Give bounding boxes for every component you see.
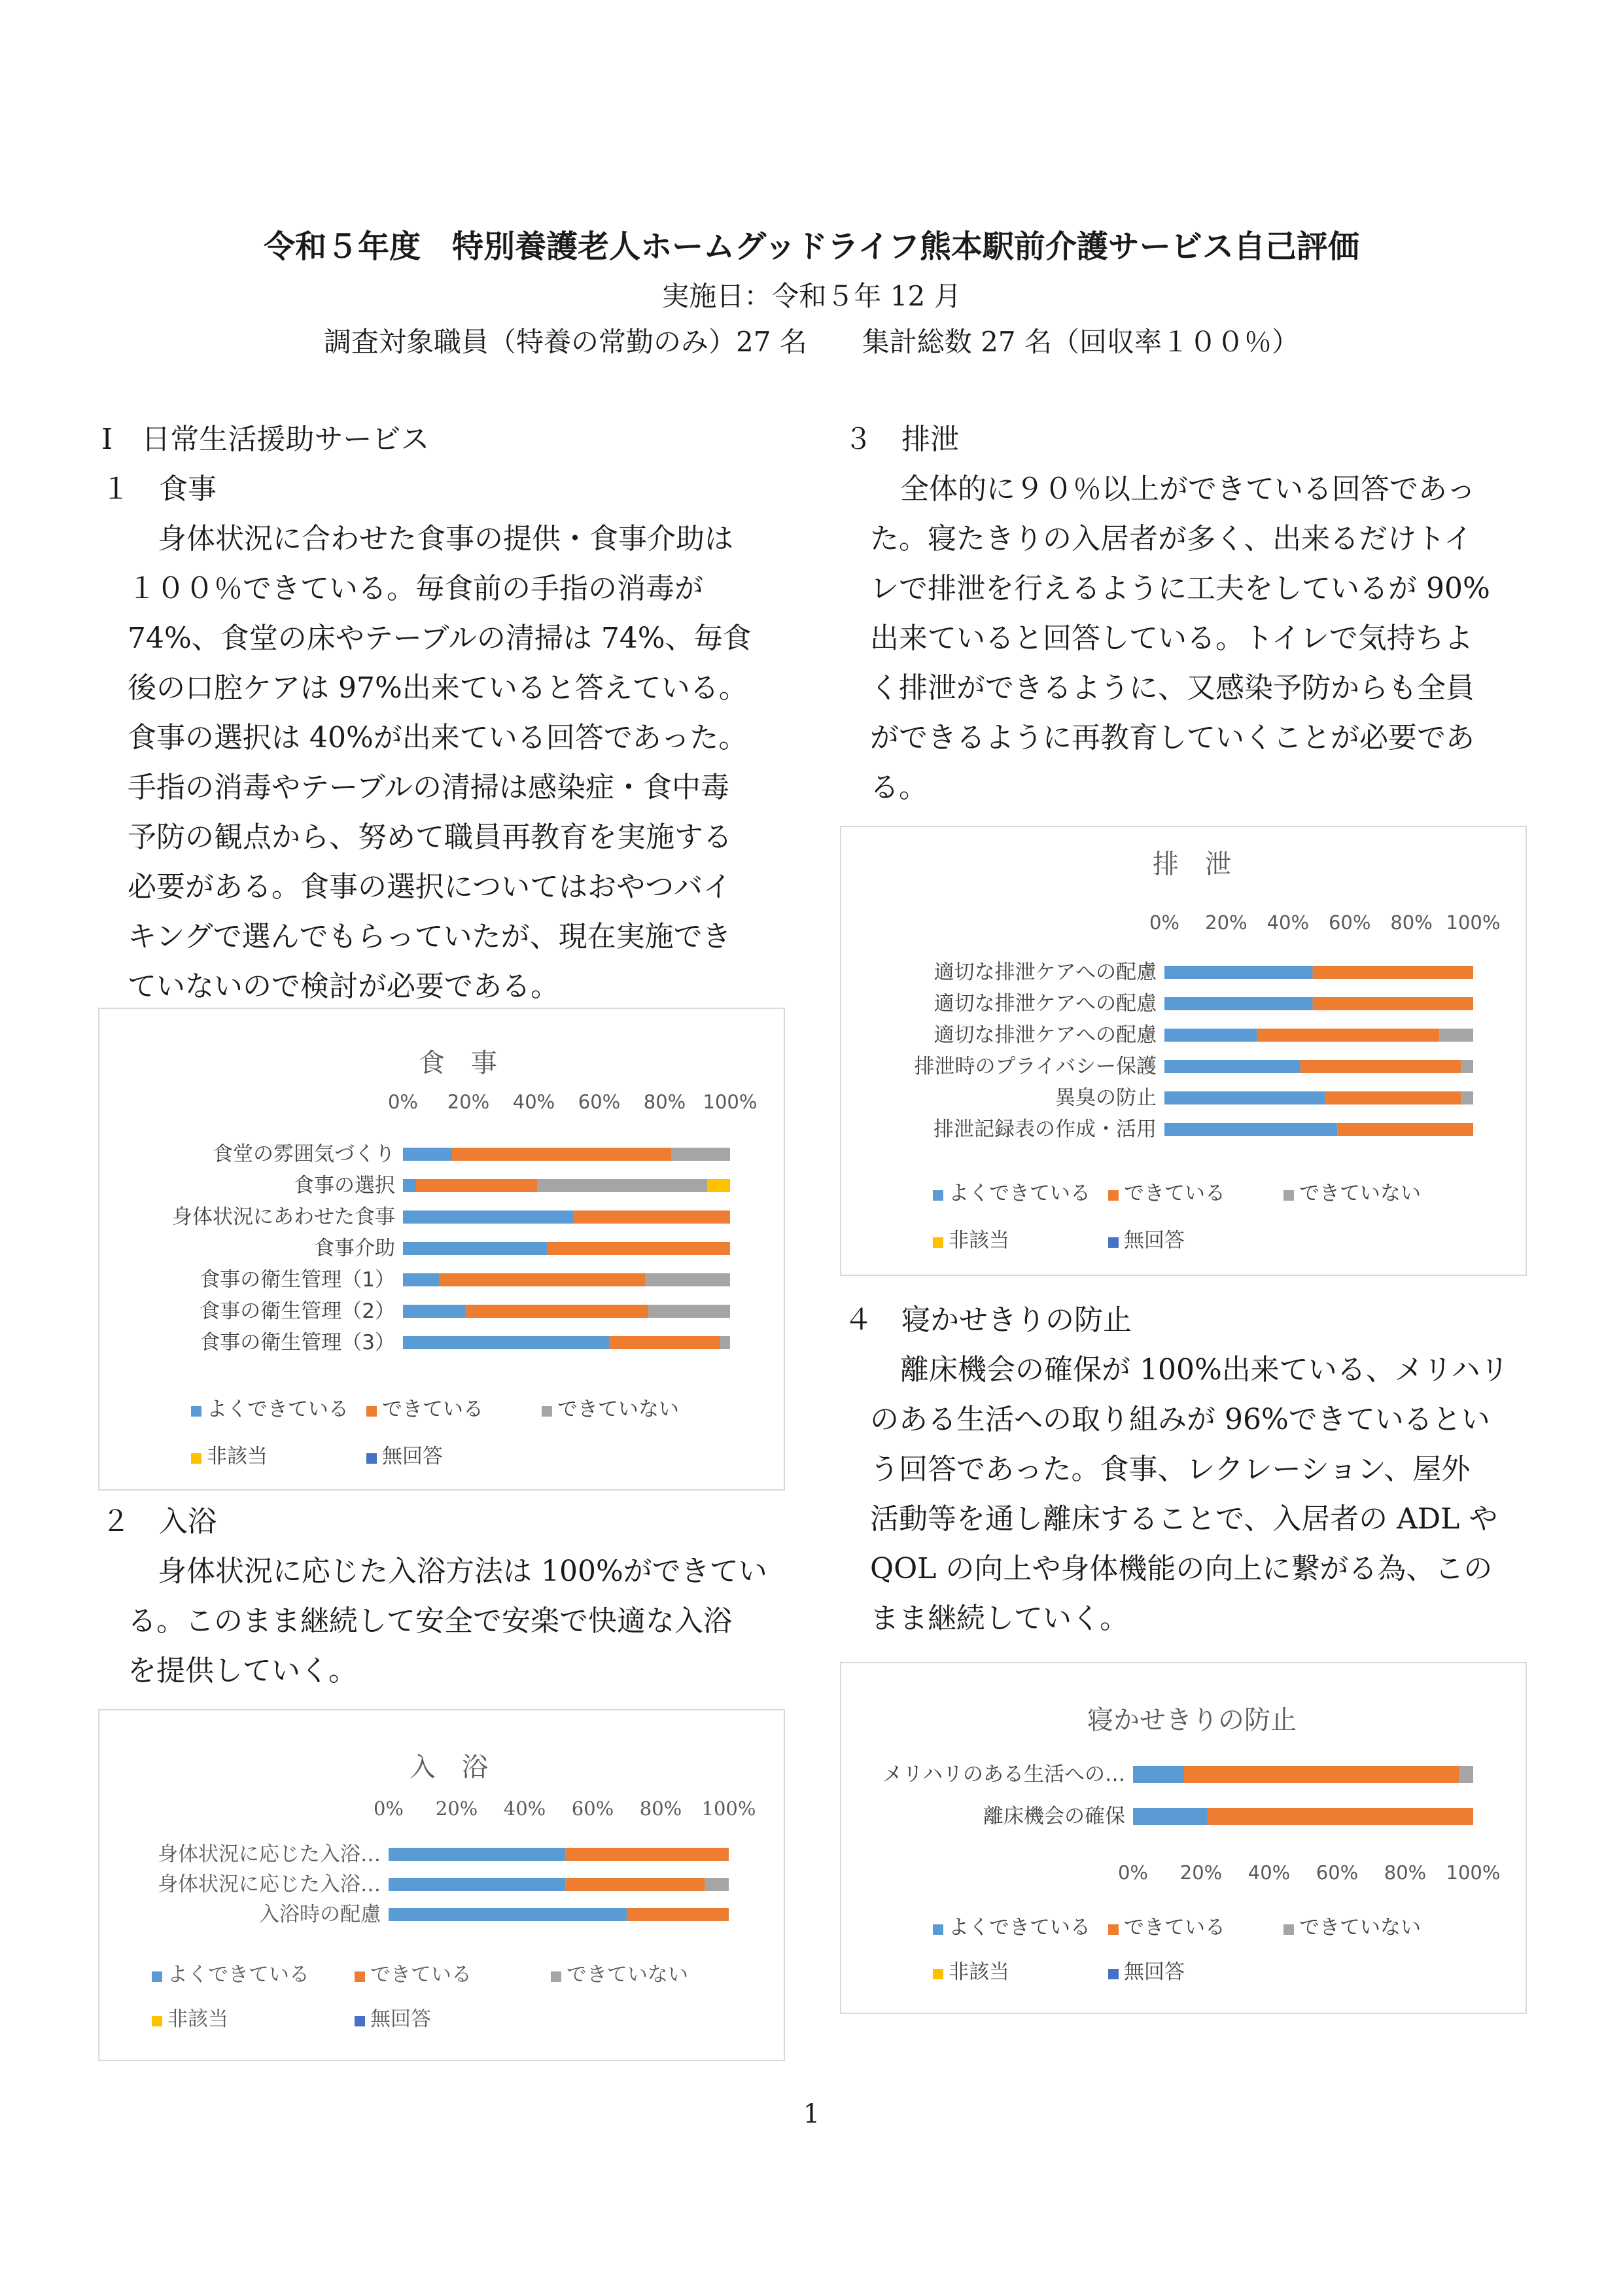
paragraph-line: まま継続していく。 bbox=[870, 1602, 1129, 1635]
legend-label: できていない bbox=[1299, 1916, 1421, 1939]
legend-label: 非該当 bbox=[949, 1960, 1009, 1984]
bar-segment bbox=[1208, 1808, 1473, 1825]
x-tick-label: 0% bbox=[373, 1797, 404, 1820]
legend-label: できていない bbox=[557, 1398, 679, 1421]
right-column-text-bottom bbox=[844, 1296, 1531, 1644]
x-tick-label: 80% bbox=[639, 1797, 682, 1820]
survey-date: 実施日：令和５年 12 月 bbox=[661, 280, 962, 312]
x-tick-label: 60% bbox=[578, 1091, 621, 1113]
legend-label: できている bbox=[1124, 1182, 1225, 1205]
paragraph-line: 手指の消毒やテーブルの清掃は感染症・食中毒 bbox=[128, 771, 730, 804]
x-tick-label: 100% bbox=[1446, 911, 1501, 934]
bar-segment bbox=[416, 1179, 537, 1192]
legend-label: よくできている bbox=[167, 1963, 309, 1987]
chart-meal-svg bbox=[99, 1009, 784, 1489]
bar-segment bbox=[1164, 1091, 1325, 1104]
paragraph-line: 全体的に９０％以上ができている回答であっ bbox=[900, 472, 1476, 506]
right-column-text-top bbox=[844, 415, 1531, 813]
x-tick-label: 40% bbox=[1266, 911, 1310, 934]
paragraph-line: を提供していく。 bbox=[128, 1654, 358, 1687]
x-tick-label: 60% bbox=[1316, 1862, 1359, 1884]
bar-segment bbox=[1133, 1766, 1184, 1783]
x-tick-label: 80% bbox=[643, 1091, 686, 1113]
paragraph-line: 74%、食堂の床やテーブルの清掃は 74%、毎食 bbox=[128, 622, 752, 655]
category-label: 身体状況に応じた入浴… bbox=[158, 1843, 381, 1866]
legend-label: 無回答 bbox=[370, 2007, 431, 2031]
legend-label: できていない bbox=[567, 1963, 688, 1987]
x-tick-label: 0% bbox=[387, 1091, 419, 1113]
legend-swatch bbox=[1108, 1190, 1119, 1201]
legend-swatch bbox=[152, 1971, 162, 1982]
bar-segment bbox=[1184, 1766, 1459, 1783]
category-label: 適切な排泄ケアへの配慮 bbox=[934, 961, 1157, 984]
x-tick-label: 20% bbox=[1205, 911, 1248, 934]
bar-segment bbox=[648, 1305, 730, 1318]
category-label: 異臭の防止 bbox=[1055, 1086, 1157, 1110]
bar-segment bbox=[565, 1848, 729, 1861]
bar-segment bbox=[627, 1908, 729, 1921]
bar-segment bbox=[403, 1305, 465, 1318]
item3-body bbox=[844, 465, 1531, 813]
paragraph-line: 必要がある。食事の選択についてはおやつバイ bbox=[128, 870, 732, 904]
legend-swatch bbox=[1108, 1237, 1119, 1248]
left-column-text-bottom bbox=[101, 1497, 788, 1696]
bar-segment bbox=[1439, 1029, 1473, 1042]
paragraph-line: 予防の観点から、努めて職員再教育を実施する bbox=[128, 821, 732, 854]
category-label: 身体状況にあわせた食事 bbox=[172, 1205, 395, 1229]
legend-swatch bbox=[933, 1237, 943, 1248]
paragraph-line: レで排泄を行えるように工夫をしているが 90% bbox=[870, 572, 1490, 605]
paragraph-line: る。このまま継続して安全で安楽で快適な入浴 bbox=[128, 1604, 732, 1638]
category-label: 食事の衛生管理（1） bbox=[200, 1268, 395, 1292]
bar-segment bbox=[1337, 1123, 1473, 1136]
bar-segment bbox=[403, 1336, 609, 1349]
bar-segment bbox=[403, 1179, 416, 1192]
bar-segment bbox=[1459, 1766, 1473, 1783]
paragraph-line: １００％できている。毎食前の手指の消毒が bbox=[128, 572, 703, 605]
bar-segment bbox=[389, 1878, 565, 1891]
bar-segment bbox=[1313, 966, 1473, 979]
category-label: 食事の選択 bbox=[294, 1174, 395, 1197]
legend-swatch bbox=[1108, 1924, 1119, 1935]
bar-segment bbox=[389, 1908, 627, 1921]
paragraph-line: 身体状況に応じた入浴方法は 100%ができてい bbox=[158, 1555, 767, 1588]
bar-segment bbox=[403, 1148, 452, 1161]
legend-swatch bbox=[191, 1453, 201, 1464]
x-tick-label: 100% bbox=[1446, 1862, 1501, 1884]
paragraph-line: のある生活への取り組みが 96%できているとい bbox=[870, 1403, 1490, 1436]
legend-label: よくできている bbox=[949, 1916, 1091, 1939]
category-label: 入浴時の配慮 bbox=[259, 1903, 381, 1926]
paragraph-line: う回答であった。食事、レクレーション、屋外 bbox=[870, 1453, 1471, 1486]
x-tick-label: 20% bbox=[447, 1091, 490, 1113]
category-label: 排泄記録表の作成・活用 bbox=[934, 1118, 1157, 1141]
legend-swatch bbox=[933, 1969, 943, 1979]
category-label: 食事の衛生管理（2） bbox=[200, 1299, 395, 1323]
legend-swatch bbox=[551, 1971, 561, 1982]
legend-swatch bbox=[1283, 1924, 1294, 1935]
bar-segment bbox=[452, 1148, 671, 1161]
paragraph-line: た。寝たきりの入居者が多く、出来るだけトイ bbox=[870, 522, 1473, 556]
bar-segment bbox=[439, 1273, 645, 1286]
bar-segment bbox=[720, 1336, 730, 1349]
bar-segment bbox=[389, 1848, 565, 1861]
x-tick-label: 40% bbox=[1248, 1862, 1291, 1884]
chart-title: 入 浴 bbox=[410, 1752, 488, 1782]
page-number: 1 bbox=[803, 2099, 820, 2129]
item3-heading: ３ 排泄 bbox=[844, 423, 959, 456]
bar-segment bbox=[1164, 1123, 1337, 1136]
legend-label: よくできている bbox=[949, 1182, 1091, 1205]
bar-segment bbox=[707, 1179, 730, 1192]
x-tick-label: 0% bbox=[1117, 1862, 1149, 1884]
legend-swatch bbox=[355, 2016, 365, 2026]
paragraph-line: キングで選んでもらっていたが、現在実施でき bbox=[128, 920, 731, 953]
bar-segment bbox=[1313, 997, 1473, 1010]
x-tick-label: 80% bbox=[1390, 911, 1433, 934]
paragraph-line: 身体状況に合わせた食事の提供・食事介助は bbox=[158, 522, 733, 556]
bar-segment bbox=[1164, 997, 1313, 1010]
x-tick-label: 60% bbox=[571, 1797, 614, 1820]
x-tick-label: 0% bbox=[1149, 911, 1180, 934]
x-tick-label: 20% bbox=[1179, 1862, 1223, 1884]
bar-segment bbox=[1300, 1060, 1461, 1073]
legend-label: 非該当 bbox=[207, 1445, 268, 1468]
bar-segment bbox=[403, 1242, 547, 1255]
bar-segment bbox=[1164, 966, 1313, 979]
category-label: 適切な排泄ケアへの配慮 bbox=[934, 1023, 1157, 1047]
legend-swatch bbox=[366, 1406, 377, 1417]
legend-label: 非該当 bbox=[949, 1229, 1009, 1252]
bar-segment bbox=[565, 1878, 705, 1891]
bar-segment bbox=[465, 1305, 648, 1318]
legend-label: 無回答 bbox=[1124, 1960, 1185, 1984]
left-column-text-top bbox=[101, 415, 788, 1012]
paragraph-line: ができるように再教育していくことが必要であ bbox=[870, 721, 1475, 754]
bar-segment bbox=[1461, 1060, 1473, 1073]
category-label: 離床機会の確保 bbox=[983, 1805, 1125, 1828]
chart-bedridden-svg bbox=[841, 1663, 1526, 2013]
legend-label: よくできている bbox=[207, 1398, 349, 1421]
paragraph-line: ていないので検討が必要である。 bbox=[128, 970, 559, 1003]
bar-segment bbox=[1461, 1091, 1473, 1104]
chart-excretion-svg bbox=[841, 827, 1526, 1275]
paragraph-line: 後の口腔ケアは 97%出来ていると答えている。 bbox=[128, 671, 748, 705]
category-label: 食事の衛生管理（3） bbox=[200, 1331, 395, 1354]
chart-bath bbox=[98, 1709, 785, 2061]
legend-swatch bbox=[152, 2016, 162, 2026]
chart-bedridden bbox=[840, 1662, 1527, 2014]
paragraph-line: QOL の向上や身体機能の向上に繋がる為、この bbox=[870, 1552, 1493, 1585]
legend-swatch bbox=[1108, 1969, 1119, 1979]
item4-heading: ４ 寝かせきりの防止 bbox=[844, 1303, 1132, 1337]
paragraph-line: 出来ていると回答している。トイレで気持ちよ bbox=[870, 622, 1473, 655]
chart-bath-svg bbox=[99, 1710, 784, 2060]
item1-heading: １ 食事 bbox=[101, 472, 217, 506]
bar-segment bbox=[645, 1273, 730, 1286]
legend-label: できている bbox=[382, 1398, 483, 1421]
chart-title: 食 事 bbox=[419, 1048, 497, 1078]
legend-swatch bbox=[191, 1406, 201, 1417]
item2-heading: ２ 入浴 bbox=[101, 1505, 217, 1538]
chart-title: 排 泄 bbox=[1153, 849, 1231, 879]
legend-label: できている bbox=[1124, 1916, 1225, 1939]
legend-swatch bbox=[1283, 1190, 1294, 1201]
legend-label: 無回答 bbox=[382, 1445, 443, 1468]
bar-segment bbox=[403, 1210, 573, 1224]
legend-label: できていない bbox=[1299, 1182, 1421, 1205]
x-tick-label: 20% bbox=[435, 1797, 478, 1820]
chart-excretion bbox=[840, 826, 1527, 1276]
category-label: 食事介助 bbox=[314, 1237, 395, 1260]
x-tick-label: 80% bbox=[1384, 1862, 1427, 1884]
x-tick-label: 60% bbox=[1328, 911, 1371, 934]
bar-segment bbox=[705, 1878, 729, 1891]
section-heading: Ⅰ 日常生活援助サービス bbox=[101, 423, 430, 456]
x-tick-label: 100% bbox=[701, 1797, 756, 1820]
chart-title: 寝かせきりの防止 bbox=[1087, 1705, 1297, 1735]
legend-label: 無回答 bbox=[1124, 1229, 1185, 1252]
legend-label: できている bbox=[370, 1963, 472, 1987]
paragraph-line: 離床機会の確保が 100%出来ている、メリハリ bbox=[900, 1353, 1509, 1386]
category-label: 食堂の雰囲気づくり bbox=[213, 1142, 395, 1166]
paragraph-line: く排泄ができるように、又感染予防からも全員 bbox=[870, 671, 1475, 705]
bar-segment bbox=[403, 1273, 439, 1286]
legend-swatch bbox=[366, 1453, 377, 1464]
item1-body bbox=[101, 514, 788, 1012]
paragraph-line: 食事の選択は 40%が出来ている回答であった。 bbox=[128, 721, 748, 754]
bar-segment bbox=[1133, 1808, 1208, 1825]
legend-swatch bbox=[355, 1971, 365, 1982]
bar-segment bbox=[1164, 1060, 1300, 1073]
bar-segment bbox=[1164, 1029, 1257, 1042]
legend-swatch bbox=[933, 1190, 943, 1201]
x-tick-label: 40% bbox=[512, 1091, 555, 1113]
item4-body bbox=[844, 1345, 1531, 1644]
category-label: 身体状況に応じた入浴… bbox=[158, 1873, 381, 1896]
x-tick-label: 100% bbox=[703, 1091, 758, 1113]
bar-segment bbox=[1257, 1029, 1439, 1042]
bar-segment bbox=[537, 1179, 707, 1192]
x-tick-label: 40% bbox=[503, 1797, 546, 1820]
category-label: メリハリのある生活への… bbox=[882, 1763, 1125, 1786]
doc-title: 令和５年度 特別養護老人ホームグッドライフ熊本駅前介護サービス自己評価 bbox=[264, 228, 1359, 265]
item2-body bbox=[101, 1547, 788, 1696]
bar-segment bbox=[1325, 1091, 1461, 1104]
paragraph-line: 活動等を通し離床することで、入居者の ADL や bbox=[870, 1502, 1498, 1536]
legend-swatch bbox=[542, 1406, 552, 1417]
legend-label: 非該当 bbox=[167, 2007, 228, 2031]
bar-segment bbox=[573, 1210, 730, 1224]
bar-segment bbox=[547, 1242, 730, 1255]
bar-segment bbox=[609, 1336, 720, 1349]
bar-segment bbox=[671, 1148, 730, 1161]
legend-swatch bbox=[933, 1924, 943, 1935]
category-label: 適切な排泄ケアへの配慮 bbox=[934, 992, 1157, 1016]
category-label: 排泄時のプライバシー保護 bbox=[914, 1055, 1157, 1078]
chart-meal bbox=[98, 1008, 785, 1491]
paragraph-line: る。 bbox=[870, 771, 928, 804]
survey-target: 調査対象職員（特養の常勤のみ）27 名 集計総数 27 名（回収率１００％） bbox=[324, 326, 1299, 358]
